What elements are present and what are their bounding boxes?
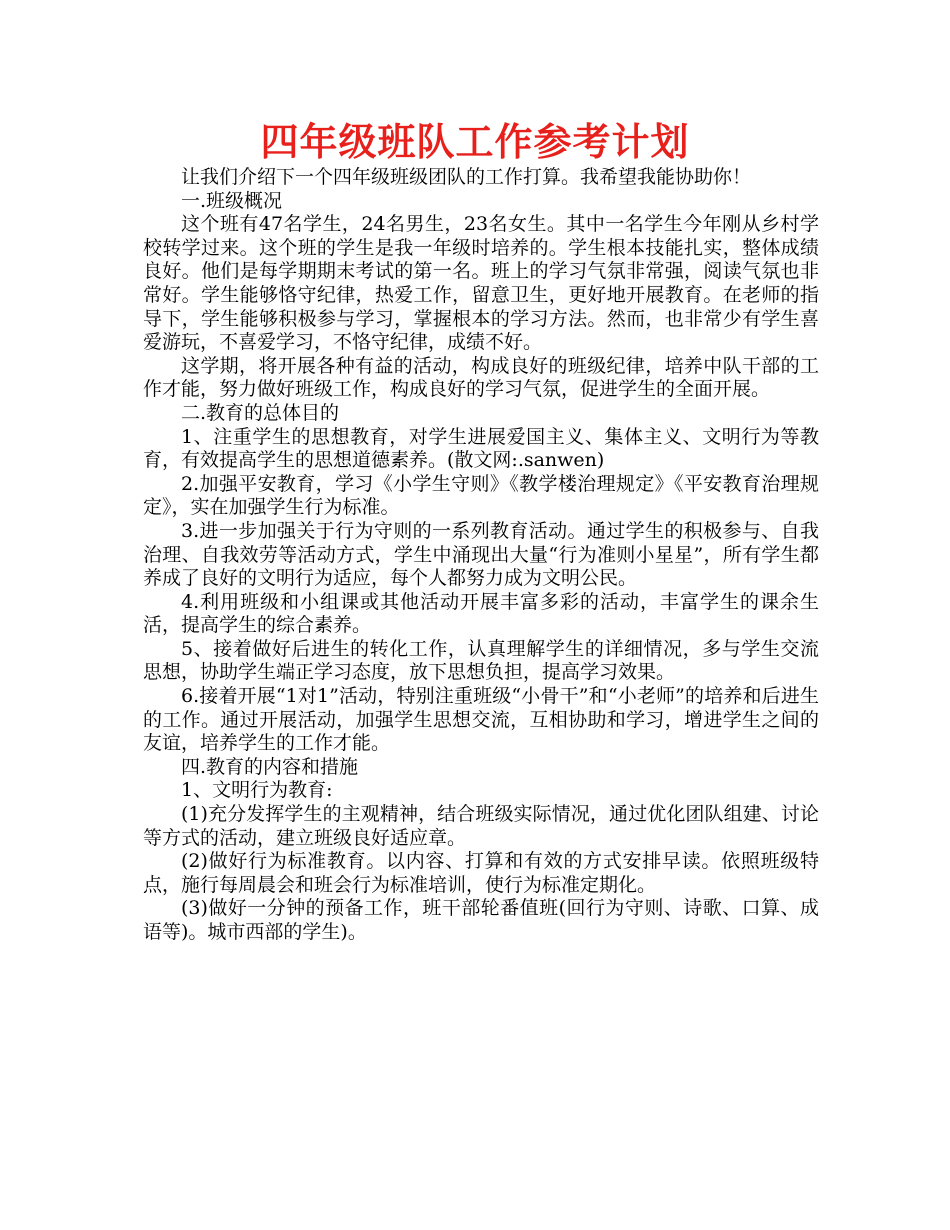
subheading-civilized-behavior: 1、文明行为教育:: [181, 779, 333, 802]
paragraph-goal-4: 4.利用班级和小组课或其他活动开展丰富多彩的活动，丰富学生的课余生活，提高学生的综合素养。: [143, 590, 819, 637]
paragraph-goal-5: 5、接着做好后进生的转化工作，认真理解学生的详细情况，多与学生交流思想，协助学生端正学习态度，放下思想负担，提高学习效果。: [143, 637, 819, 684]
paragraph-goal-6: 6.接着开展“1对1”活动，特别注重班级“小骨干”和“小老师”的培养和后进生的工作。通过开展活动，加强学生思想交流，互相协助和学习，增进学生之间的友谊，培养学生的工作才能。: [143, 685, 819, 755]
paragraph-measure-1: (1)充分发挥学生的主观精神，结合班级实际情况，通过优化团队组建、讨论等方式的活动，建立班级良好适应章。: [143, 803, 819, 849]
heading-content-measures: 四.教育的内容和措施: [181, 755, 359, 778]
paragraph-semester-plan: 这学期，将开展各种有益的活动，构成良好的班级纪律，培养中队干部的工作才能，努力做好班级工作，构成良好的学习气氛，促进学生的全面开展。: [143, 354, 819, 401]
heading-class-overview: 一.班级概况: [181, 189, 283, 212]
heading-overall-goals: 二.教育的总体目的: [181, 401, 340, 424]
paragraph-measure-2: (2)做好行为标准教育。以内容、打算和有效的方式安排早读。依照班级特点，施行每周晨会和班会行为标准培训，使行为标准定期化。: [143, 850, 819, 896]
paragraph-class-overview: 这个班有47名学生，24名男生，23名女生。其中一名学生今年刚从乡村学校转学过来。这个班的学生是我一年级时培养的。学生根本技能扎实，整体成绩良好。他们是每学期期末考试的第一名。班上的学习气氛非常强，阅读气氛也非常好。学生能够恪守纪律，热爱工作，留意卫生，更好地开展教育。在老师的指导下，学生能够积极参与学习，掌握根本的学习方法。然而，也非常少有学生喜爱游玩，不喜爱学习，不恪守纪律，成绩不好。: [143, 213, 819, 354]
paragraph-goal-1: 1、注重学生的思想教育，对学生进展爱国主义、集体主义、文明行为等教育，有效提高学生的思想道德素养。(散文网:.sanwen): [143, 425, 819, 472]
document-title: 四年级班队工作参考计划: [260, 120, 690, 164]
paragraph-goal-2: 2.加强平安教育，学习《小学生守则》《教学楼治理规定》《平安教育治理规定》，实在加强学生行为标准。: [143, 472, 819, 519]
paragraph-measure-3: (3)做好一分钟的预备工作，班干部轮番值班(回行为守则、诗歌、口算、成语等)。城市西部的学生)。: [143, 897, 819, 943]
paragraph-intro: 让我们介绍下一个四年级班级团队的工作打算。我希望我能协助你！: [181, 166, 752, 188]
document-body: [143, 166, 819, 945]
paragraph-goal-3: 3.进一步加强关于行为守则的一系列教育活动。通过学生的积极参与、自我治理、自我效劳等活动方式，学生中涌现出大量“行为准则小星星”，所有学生都养成了良好的文明行为适应，每个人都努力成为文明公民。: [143, 519, 819, 590]
